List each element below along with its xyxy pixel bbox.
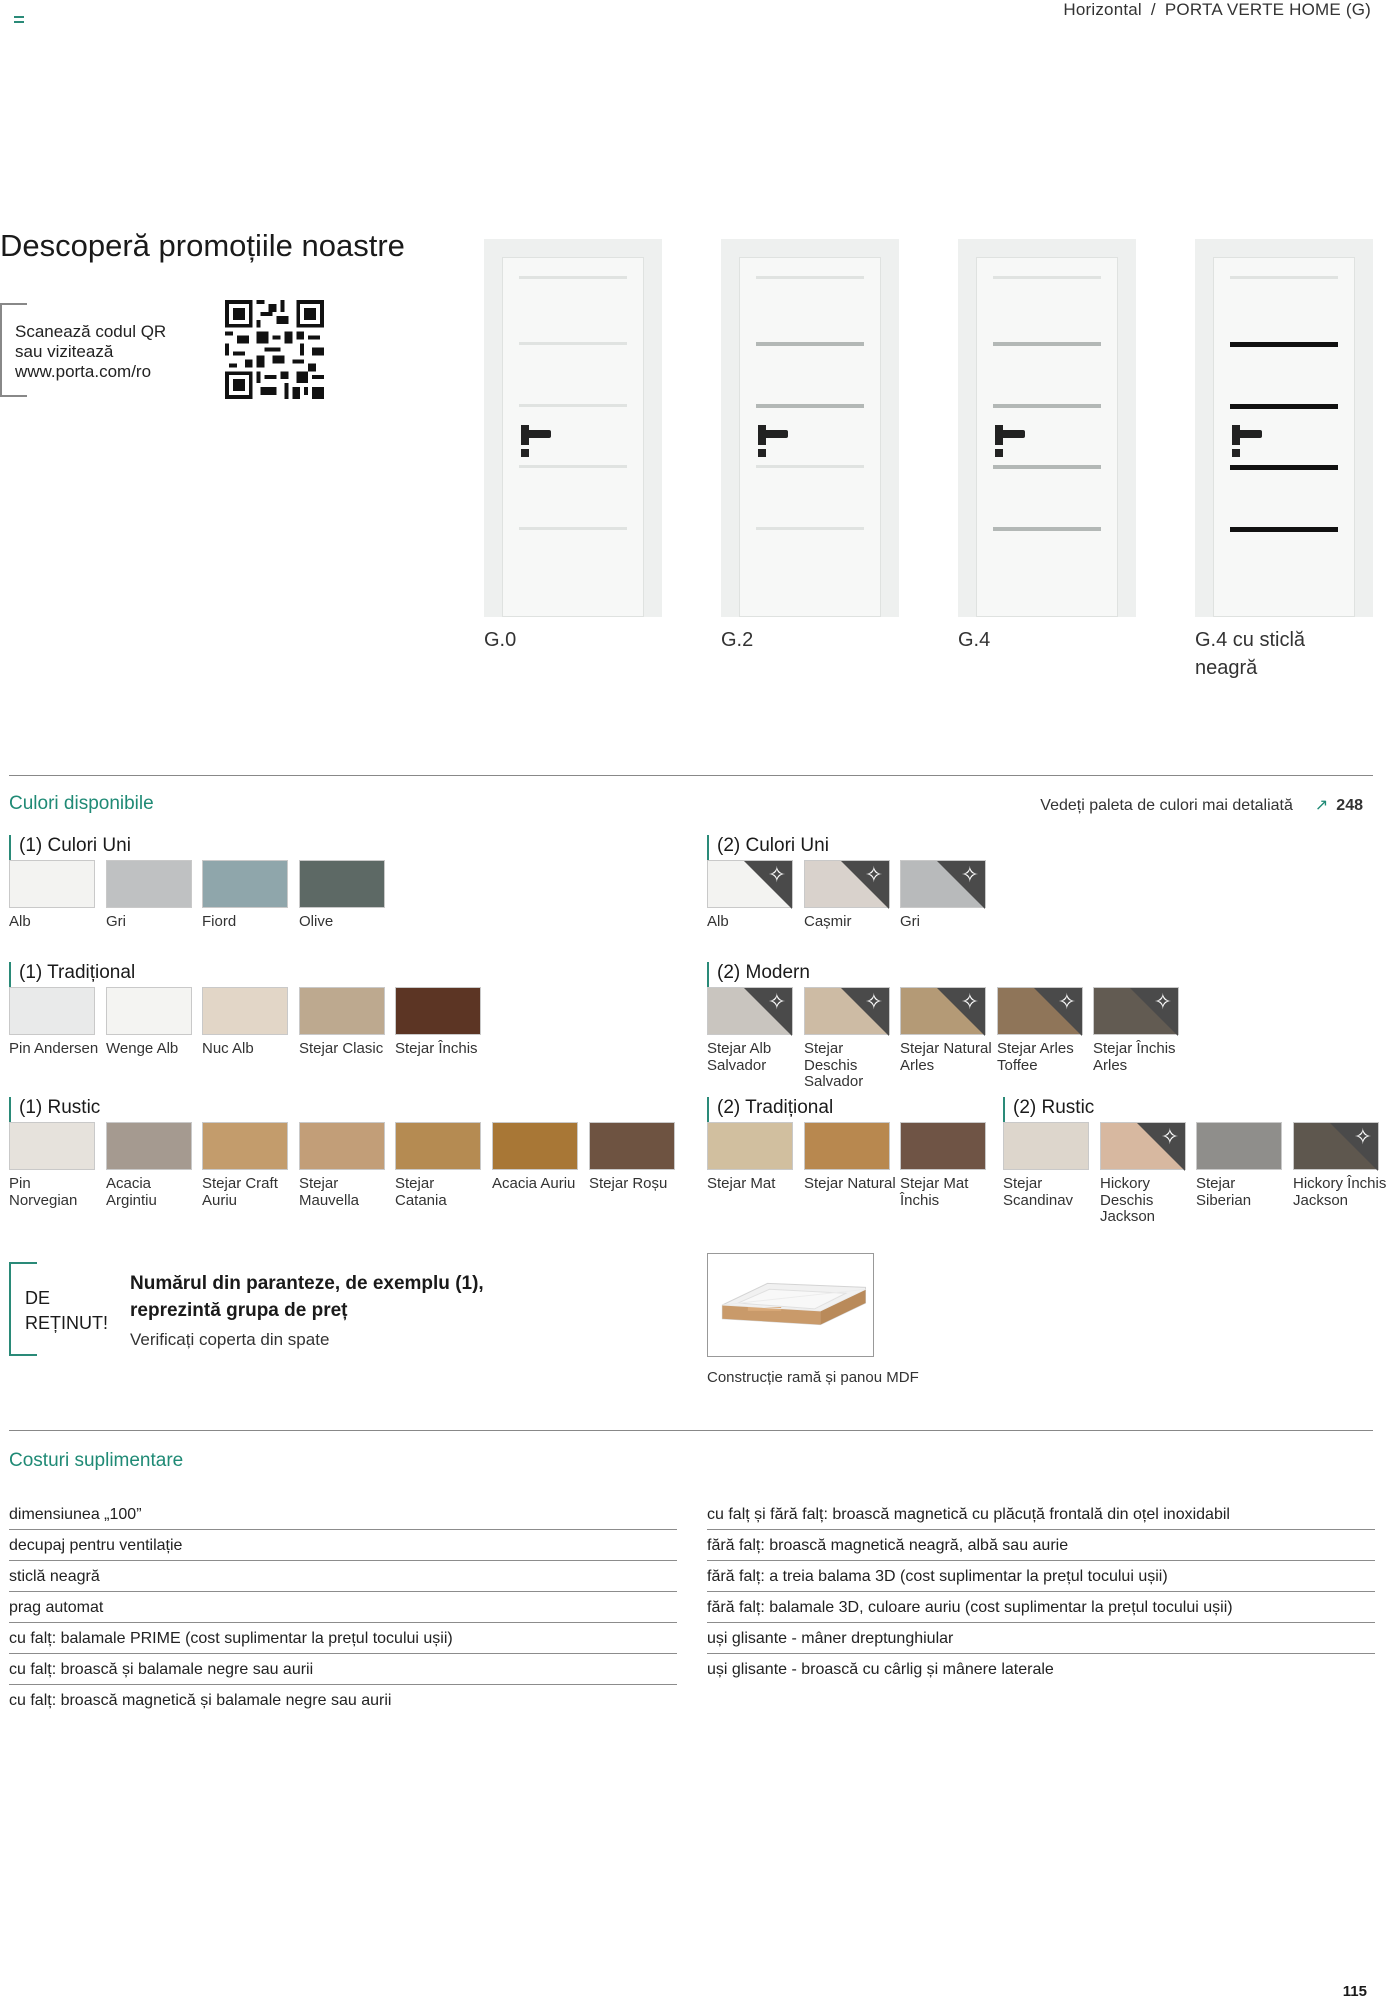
color-swatch-label: Stejar Natural Arles [900,1040,992,1074]
cost-item: cu falț și fără falț: broască magnetică cu plăcuță frontală din oțel inoxidabil [707,1499,1375,1530]
sparkle-icon: ✧ [960,989,979,1014]
door-image-g2[interactable] [721,239,899,617]
color-swatch[interactable] [1100,1122,1186,1170]
color-swatch[interactable] [1093,987,1179,1035]
door-glass-strip [993,404,1101,408]
sparkle-icon: ✧ [1153,989,1172,1014]
sparkle-icon: ✧ [864,989,883,1014]
door-groove [519,527,627,530]
color-swatch[interactable] [202,860,288,908]
color-swatch-label: Gri [106,913,126,930]
door-image-g4-black-glass[interactable] [1195,239,1373,617]
color-swatch-label: Olive [299,913,334,930]
color-group-title: (1) Culori Uni [19,835,131,856]
qr-line: sau vizitează [15,342,114,361]
color-swatch-label: Stejar Natural [804,1175,896,1192]
color-swatch-label: Stejar Mat [707,1175,776,1192]
color-swatch[interactable] [106,860,192,908]
color-swatch-label: Stejar Scandinav [1003,1175,1074,1209]
breadcrumb-item-category[interactable]: Horizontal [1063,0,1142,19]
door-glass-strip [1230,342,1338,347]
cost-item: fără falț: a treia balama 3D (cost suplimentar la prețul tocului ușii) [707,1561,1375,1592]
sparkle-icon: ✧ [767,862,786,887]
color-swatch-label: Stejar Închis [395,1040,478,1057]
color-swatch[interactable] [804,987,890,1035]
color-swatch-label: Acacia Auriu [492,1175,576,1192]
note-title [130,1270,550,1324]
color-swatch-label: Stejar Mauvella [299,1175,360,1209]
sparkle-icon: ✧ [1160,1124,1179,1149]
door-handle [1232,430,1262,438]
door-label-g0: G.0 [484,629,517,651]
cost-item: sticlă neagră [9,1561,677,1592]
door-groove [993,276,1101,279]
colors-section-title: Culori disponibile [9,793,154,814]
arrow-up-right-icon: ↗ [1314,797,1329,814]
color-swatch-label: Stejar Arles Toffee [997,1040,1074,1074]
page-number: 115 [1342,1983,1367,2000]
qr-line: Scanează codul QR [15,322,167,341]
color-swatch-label: Hickory Deschis Jackson [1100,1175,1156,1225]
door-glass-strip [756,404,864,408]
door-glass-strip [993,342,1101,346]
color-swatch[interactable] [1293,1122,1379,1170]
door-image-g0[interactable] [484,239,662,617]
sparkle-icon: ✧ [1353,1124,1372,1149]
color-swatch[interactable] [202,1122,288,1170]
color-swatch[interactable] [299,987,385,1035]
color-swatch-label: Stejar Clasic [299,1040,384,1057]
color-swatch-label: Acacia Argintiu [106,1175,157,1209]
sparkle-icon: ✧ [1057,989,1076,1014]
color-swatch[interactable] [9,860,95,908]
sparkle-icon: ✧ [767,989,786,1014]
door-handle [521,430,551,438]
color-swatch[interactable] [589,1122,675,1170]
door-leaf [502,257,644,617]
sparkle-icon: ✧ [960,862,979,887]
door-lock [521,449,529,457]
color-swatch[interactable] [707,1122,793,1170]
color-swatch-label: Fiord [202,913,237,930]
door-label-g4: G.4 [958,629,991,651]
cost-item: uși glisante - broască cu cârlig și mânere laterale [707,1661,1054,1678]
color-swatch-label: Alb [9,913,31,930]
color-swatch-label: Cașmir [804,913,852,930]
cost-item: prag automat [9,1592,677,1623]
cost-item: dimensiunea „100” [9,1499,677,1530]
door-groove [519,404,627,407]
door-glass-strip [993,465,1101,469]
door-lock [1232,449,1240,457]
note-subtitle: Verificați coperta din spate [130,1330,330,1349]
palette-link-label: Vedeți paleta de culori mai detaliată [1040,797,1293,814]
color-group-title: (2) Culori Uni [717,835,829,856]
color-swatch[interactable] [492,1122,578,1170]
color-swatch[interactable] [299,860,385,908]
qr-instructions [15,322,195,382]
color-swatch[interactable] [1003,1122,1089,1170]
color-swatch-label: Nuc Alb [202,1040,254,1057]
color-swatch[interactable] [804,1122,890,1170]
section-divider [9,775,1373,776]
color-swatch-label: Stejar Roșu [589,1175,668,1192]
cost-item: cu falț: balamale PRIME (cost suplimentar la prețul tocului ușii) [9,1623,677,1654]
costs-section-title: Costuri suplimentare [9,1450,184,1471]
color-swatch[interactable] [707,860,793,908]
door-handle [758,430,788,438]
color-group-title: (1) Tradițional [19,962,136,983]
color-swatch[interactable] [804,860,890,908]
cost-item: uși glisante - mâner dreptunghiular [707,1623,1375,1654]
color-swatch-label: Stejar Alb Salvador [707,1040,772,1074]
color-swatch[interactable] [1196,1122,1282,1170]
color-swatch-label: Pin Andersen [9,1040,99,1057]
cost-item: cu falț: broască magnetică și balamale negre sau aurii [9,1692,392,1709]
promo-title: Descoperă promoțiile noastre [0,228,405,263]
door-glass-strip [756,342,864,346]
color-swatch[interactable] [106,1122,192,1170]
color-swatch-label: Alb [707,913,729,930]
color-swatch-label: Stejar Craft Auriu [202,1175,278,1209]
color-swatch[interactable] [900,1122,986,1170]
color-group-title: (1) Rustic [19,1097,101,1118]
color-swatch[interactable] [106,987,192,1035]
color-swatch-label: Stejar Închis Arles [1093,1040,1176,1074]
breadcrumb [1063,0,1371,20]
color-swatch-label: Pin Norvegian [9,1175,78,1209]
costs-list-right [707,1499,1375,1685]
color-swatch[interactable] [900,860,986,908]
note-tag-line: REȚINUT! [25,1313,108,1333]
qr-code[interactable] [225,300,324,399]
cost-item: cu falț: broască și balamale negre sau aurii [9,1654,677,1685]
door-groove [519,276,627,279]
color-swatch[interactable] [900,987,986,1035]
color-group-title: (2) Rustic [1013,1097,1095,1118]
door-leaf [976,257,1118,617]
cost-item: fără falț: balamale 3D, culoare auriu (cost suplimentar la prețul tocului ușii) [707,1592,1375,1623]
door-glass-strip [1230,465,1338,470]
color-swatch[interactable] [997,987,1083,1035]
door-label-g4-black-glass: G.4 cu sticlă neagră [1195,629,1306,679]
sparkle-icon: ✧ [864,862,883,887]
door-groove [756,465,864,468]
door-groove [519,342,627,345]
color-swatch[interactable] [9,987,95,1035]
door-groove [756,276,864,279]
door-groove [1230,276,1338,279]
color-swatch-label: Stejar Siberian [1196,1175,1252,1209]
palette-page-number: 248 [1336,797,1363,814]
color-swatch[interactable] [9,1122,95,1170]
color-group-title: (2) Modern [717,962,810,983]
breadcrumb-separator: / [1150,0,1156,19]
note-title-line: Numărul din paranteze, de exemplu (1), [130,1273,484,1294]
mdf-construction-image [707,1253,874,1357]
color-swatch[interactable] [299,1122,385,1170]
color-swatch[interactable] [202,987,288,1035]
color-swatch[interactable] [707,987,793,1035]
color-swatch-label: Wenge Alb [106,1040,179,1057]
door-groove [756,527,864,530]
door-lock [995,449,1003,457]
website-link[interactable]: www.porta.com/ro [15,362,152,381]
note-title-line: reprezintă grupa de preț [130,1300,348,1321]
door-groove [519,465,627,468]
cost-item: fără falț: broască magnetică neagră, albă sau aurie [707,1530,1375,1561]
breadcrumb-item-product[interactable]: PORTA VERTE HOME (G) [1164,0,1371,19]
color-swatch-label: Hickory Închis Jackson [1293,1175,1387,1209]
door-glass-strip [993,527,1101,531]
door-lock [758,449,766,457]
note-tag [25,1286,108,1336]
cost-item: decupaj pentru ventilație [9,1530,677,1561]
color-swatch[interactable] [395,987,481,1035]
door-handle [995,430,1025,438]
door-leaf [1213,257,1355,617]
door-glass-strip [1230,527,1338,532]
color-swatch-label: Stejar Deschis Salvador [804,1040,864,1090]
section-divider [9,1430,1373,1431]
color-swatch-label: Stejar Mat Închis [900,1175,969,1209]
door-image-g4[interactable] [958,239,1136,617]
door-leaf [739,257,881,617]
door-glass-strip [1230,404,1338,409]
menu-icon[interactable] [14,16,24,23]
color-group-title: (2) Tradițional [717,1097,834,1118]
color-swatch[interactable] [395,1122,481,1170]
costs-list-left [9,1499,677,1716]
color-swatch-label: Gri [900,913,920,930]
color-swatch-label: Stejar Catania [395,1175,447,1209]
mdf-caption: Construcție ramă și panou MDF [707,1369,919,1386]
note-tag-line: DE [25,1288,51,1308]
door-label-g2: G.2 [721,629,754,651]
palette-link[interactable] [1040,795,1363,815]
